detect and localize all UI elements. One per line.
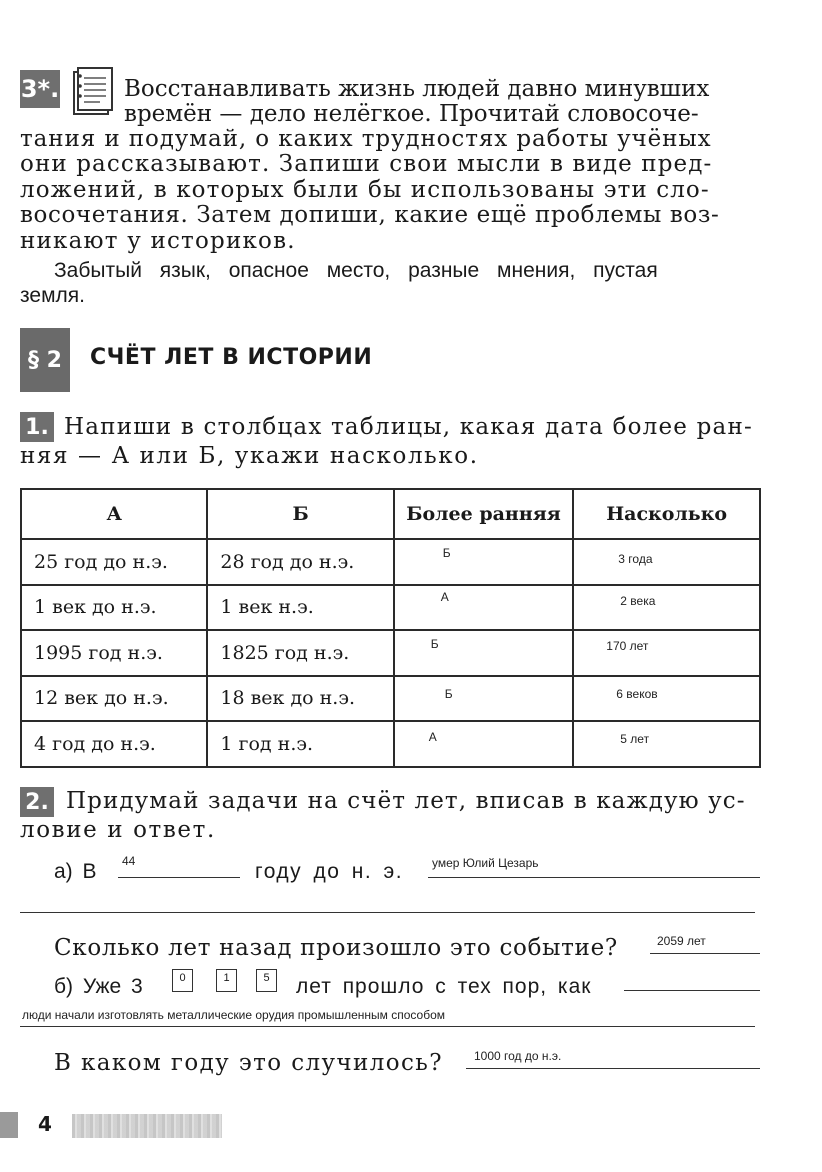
task-2a-year-line[interactable] [118,877,240,878]
cell-earlier[interactable] [394,585,574,631]
cell-a: 1 век до н.э. [21,585,207,631]
task-2a-year-answer: 44 [122,854,136,868]
task-2a-event-line[interactable] [428,877,760,878]
cell-b: 1 век н.э. [207,585,393,631]
cell-difference[interactable] [573,630,760,676]
answer-difference: 5 лет [620,732,650,746]
cell-a: 25 год до н.э. [21,539,207,585]
cell-b: 1825 год н.э. [207,630,393,676]
dates-table [20,488,761,768]
task-2b-suffix: лет прошло с тех пор, как [296,975,592,998]
task-1-line-1: Напиши в столбцах таблицы, какая дата более ран- [64,414,753,440]
cell-earlier[interactable] [394,539,574,585]
header-b: Б [207,489,393,539]
answer-difference: 2 века [620,593,656,608]
task-2b-event-answer: люди начали изготовлять металлические орудия промышленным способом [22,1008,445,1022]
task-3-line-7: никают у историков. [20,228,296,254]
task-2b-digit-box[interactable]: 5 [256,969,277,992]
answer-earlier: А [440,589,449,604]
table-row [21,585,760,631]
cell-earlier[interactable] [394,630,574,676]
answer-earlier: Б [444,686,453,701]
answer-difference: 6 веков [616,686,658,701]
cell-b: 1 год н.э. [207,721,393,767]
table-header-row [21,489,760,539]
cell-difference[interactable] [573,676,760,722]
header-difference: Насколько [573,489,760,539]
task-2b-digit-box[interactable]: 1 [216,969,237,992]
table-row [21,676,760,722]
task-1-line-2: няя — А или Б, укажи насколько. [20,443,479,469]
answer-difference: 170 лет [606,639,649,653]
answer-earlier: Б [430,637,439,651]
task-2a-middle: году до н. э. [255,860,404,883]
cell-difference[interactable] [573,585,760,631]
task-2b-question-answer: 1000 год до н.э. [474,1049,562,1063]
task-2b-question: В каком году это случилось? [54,1050,443,1076]
task-3-line-4: они рассказывают. Запиши свои мысли в виде пред- [20,151,713,177]
header-earlier: Более ранняя [394,489,574,539]
cell-a: 12 век до н.э. [21,676,207,722]
task-2b-question-line[interactable] [466,1068,760,1069]
task-2b-prefix: б) Уже 3 [54,975,143,998]
cell-b: 28 год до н.э. [207,539,393,585]
cell-difference[interactable] [573,721,760,767]
task-2-line-1: Придумай задачи на счёт лет, вписав в каждую ус- [66,788,746,814]
task-2-badge: 2. [20,787,54,817]
page-number: 4 [38,1112,52,1136]
page-edge-tab [0,1112,18,1138]
task-1-badge: 1. [20,412,54,442]
task-2b-digit-box[interactable]: 0 [172,969,193,992]
table-row [21,721,760,767]
task-2b-event-line[interactable] [624,990,760,991]
task-3-line-5: ложений, в которых были бы использованы эти сло- [20,177,710,203]
task-2a-question-answer: 2059 лет [657,934,706,948]
cell-a: 4 год до н.э. [21,721,207,767]
task-2-line-2: ловие и ответ. [20,817,216,843]
task-2b-continuation-line[interactable] [20,1026,755,1027]
task-2a-prefix: а) В [54,860,97,883]
task-3-phrases-line-2: земля. [20,284,85,307]
answer-earlier: А [428,730,437,744]
notebook-icon [70,66,116,118]
table-row [21,539,760,585]
cell-earlier[interactable] [394,721,574,767]
cell-difference[interactable] [573,539,760,585]
section-title: СЧЁТ ЛЕТ В ИСТОРИИ [90,345,373,370]
task-2a-question-line[interactable] [650,953,760,954]
cell-earlier[interactable] [394,676,574,722]
footer-decoration [72,1114,222,1138]
section-number-badge: § 2 [20,328,70,392]
cell-b: 18 век до н.э. [207,676,393,722]
task-3-line-2: времён — дело нелёгкое. Прочитай словосоче- [124,101,699,127]
answer-difference: 3 года [618,552,653,566]
task-3-line-6: восочетания. Затем допиши, какие ещё проблемы воз- [20,202,720,228]
task-2a-event-answer: умер Юлий Цезарь [432,856,539,870]
cell-a: 1995 год н.э. [21,630,207,676]
answer-earlier: Б [442,546,451,560]
task-3-badge: 3*. [20,70,60,108]
task-2a-question: Сколько лет назад произошло это событие? [54,935,618,961]
task-2a-continuation-line[interactable] [20,912,755,913]
table-row [21,630,760,676]
task-3-line-3: тания и подумай, о каких трудностях работы учёных [20,126,712,152]
task-3-line-1: Восстанавливать жизнь людей давно минувших [124,76,710,102]
task-3-phrases-line-1: Забытый язык, опасное место, разные мнения, пустая [54,259,658,282]
header-a: А [21,489,207,539]
